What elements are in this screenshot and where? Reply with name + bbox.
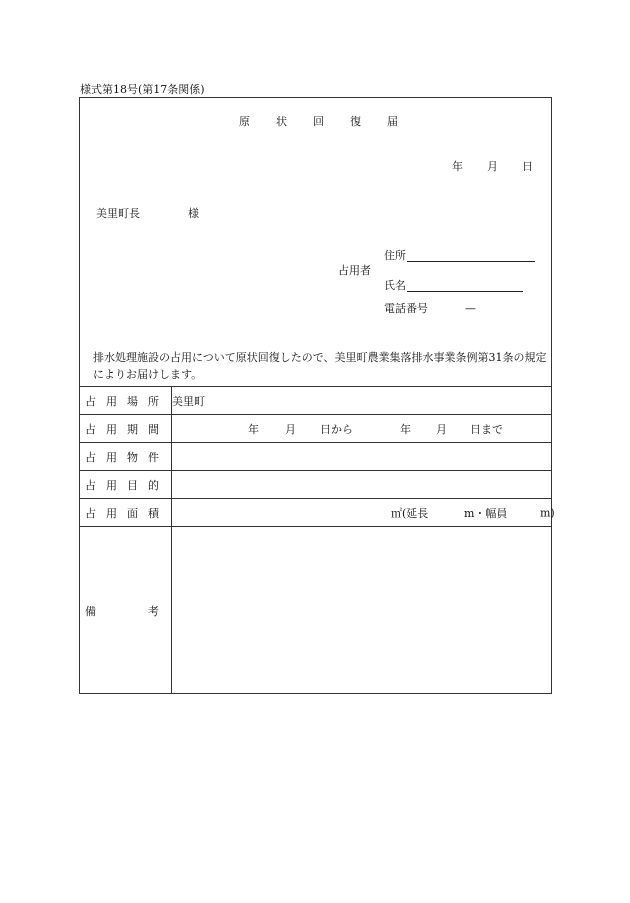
occupant-label: 占用者 <box>338 264 371 277</box>
period-from-day: 日から <box>320 422 353 436</box>
table-row-purpose <box>79 471 552 499</box>
value-area[interactable] <box>172 499 553 527</box>
label-period: 占 用 期 間 <box>79 415 172 443</box>
title-char: 届 <box>387 115 398 128</box>
address-label: 住所 <box>384 249 406 262</box>
period-from-year: 年 <box>248 422 259 436</box>
length-unit: m・幅員 <box>464 506 508 520</box>
date-year: 年 <box>452 160 463 173</box>
title-char: 復 <box>350 115 361 128</box>
value-period[interactable] <box>172 415 553 443</box>
form-number: 様式第18号(第17条関係) <box>80 83 205 96</box>
title-char: 回 <box>313 115 324 128</box>
table-row-object <box>79 443 552 471</box>
table-row-remarks <box>79 527 552 695</box>
value-location[interactable] <box>172 387 553 415</box>
name-field[interactable] <box>407 291 523 292</box>
table-row-period <box>79 415 552 443</box>
label-object: 占 用 物 件 <box>79 443 172 471</box>
phone-label: 電話番号 <box>384 302 428 315</box>
period-from-month: 月 <box>285 422 296 436</box>
date-line <box>452 161 533 172</box>
label-purpose: 占 用 目 的 <box>79 471 172 499</box>
label-remarks: 備 考 <box>79 527 172 695</box>
address-field[interactable] <box>407 261 535 262</box>
table-row-area <box>79 499 552 527</box>
period-to-day: 日まで <box>470 422 503 436</box>
info-table <box>79 386 555 694</box>
value-object[interactable] <box>172 443 553 471</box>
date-month: 月 <box>487 160 498 173</box>
notice-body-text: 排水処理施設の占用について原状回復したので、美里町農業集落排水事業条例第31条の規定によりお届けします。 <box>93 351 547 381</box>
addressee-honorific: 様 <box>188 207 199 220</box>
area-unit: ㎡(延長 <box>391 506 429 520</box>
title-char: 状 <box>276 115 287 128</box>
width-unit: m) <box>540 506 555 519</box>
value-remarks[interactable] <box>172 527 553 695</box>
period-to-month: 月 <box>436 422 447 436</box>
label-location: 占 用 場 所 <box>79 387 172 415</box>
period-to-year: 年 <box>400 422 411 436</box>
document-title <box>239 116 398 127</box>
title-char: 原 <box>239 115 250 128</box>
date-day: 日 <box>522 160 533 173</box>
table-row-location <box>79 387 552 415</box>
label-area: 占 用 面 積 <box>79 499 172 527</box>
addressee-name: 美里町長 <box>96 207 140 220</box>
name-label: 氏名 <box>384 279 406 292</box>
location-value: 美里町 <box>172 394 205 408</box>
phone-separator: — <box>465 302 476 315</box>
value-purpose[interactable] <box>172 471 553 499</box>
